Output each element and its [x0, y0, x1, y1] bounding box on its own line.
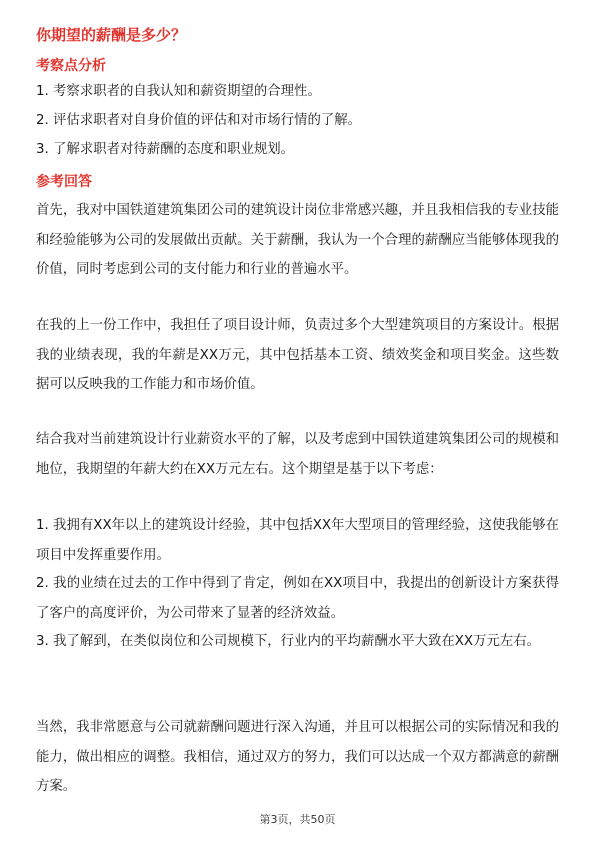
- answer-paragraph: 2. 我的业绩在过去的工作中得到了肯定，例如在XX项目中，我提出的创新设计方案获得了客户的高度评价，为公司带来了显著的经济效益。: [36, 576, 559, 621]
- answer-paragraph: 在我的上一份工作中，我担任了项目设计师，负责过多个大型建筑项目的方案设计。根据我的业绩表现，我的年薪是XX万元，其中包括基本工资、绩效奖金和项目奖金。这些数据可以反映我的工作能力和市场价值。: [36, 318, 559, 392]
- question-title: 你期望的薪酬是多少？: [36, 26, 187, 44]
- answer-heading: 参考回答: [36, 174, 92, 190]
- answer-paragraph: 首先，我对中国铁道建筑集团公司的建筑设计岗位非常感兴趣，并且我相信我的专业技能和经验能够为公司的发展做出贡献。关于薪酬，我认为一个合理的薪酬应当能够体现我的价值，同时考虑到公司的支付能力和行业的普遍水平。: [36, 203, 559, 277]
- answer-paragraph: 3. 我了解到，在类似岗位和公司规模下，行业内的平均薪酬水平大致在XX万元左右。: [36, 634, 541, 649]
- analysis-item: 3. 了解求职者对待薪酬的态度和职业规划。: [36, 142, 295, 157]
- analysis-heading: 考察点分析: [36, 58, 106, 74]
- analysis-item: 1. 考察求职者的自我认知和薪资期望的合理性。: [36, 84, 321, 99]
- answer-paragraph: 1. 我拥有XX年以上的建筑设计经验，其中包括XX年大型项目的管理经验，这使我能够在项目中发挥重要作用。: [36, 518, 559, 563]
- answer-paragraph: 结合我对当前建筑设计行业薪资水平的了解，以及考虑到中国铁道建筑集团公司的规模和地位，我期望的年薪大约在XX万元左右。这个期望是基于以下考虑：: [36, 432, 559, 477]
- answer-paragraph: 当然，我非常愿意与公司就薪酬问题进行深入沟通，并且可以根据公司的实际情况和我的能力，做出相应的调整。我相信，通过双方的努力，我们可以达成一个双方都满意的薪酬方案。: [36, 720, 559, 794]
- analysis-item: 2. 评估求职者对自身价值的评估和对市场行情的了解。: [36, 113, 362, 128]
- page-number: 第3页，共50页: [259, 813, 336, 826]
